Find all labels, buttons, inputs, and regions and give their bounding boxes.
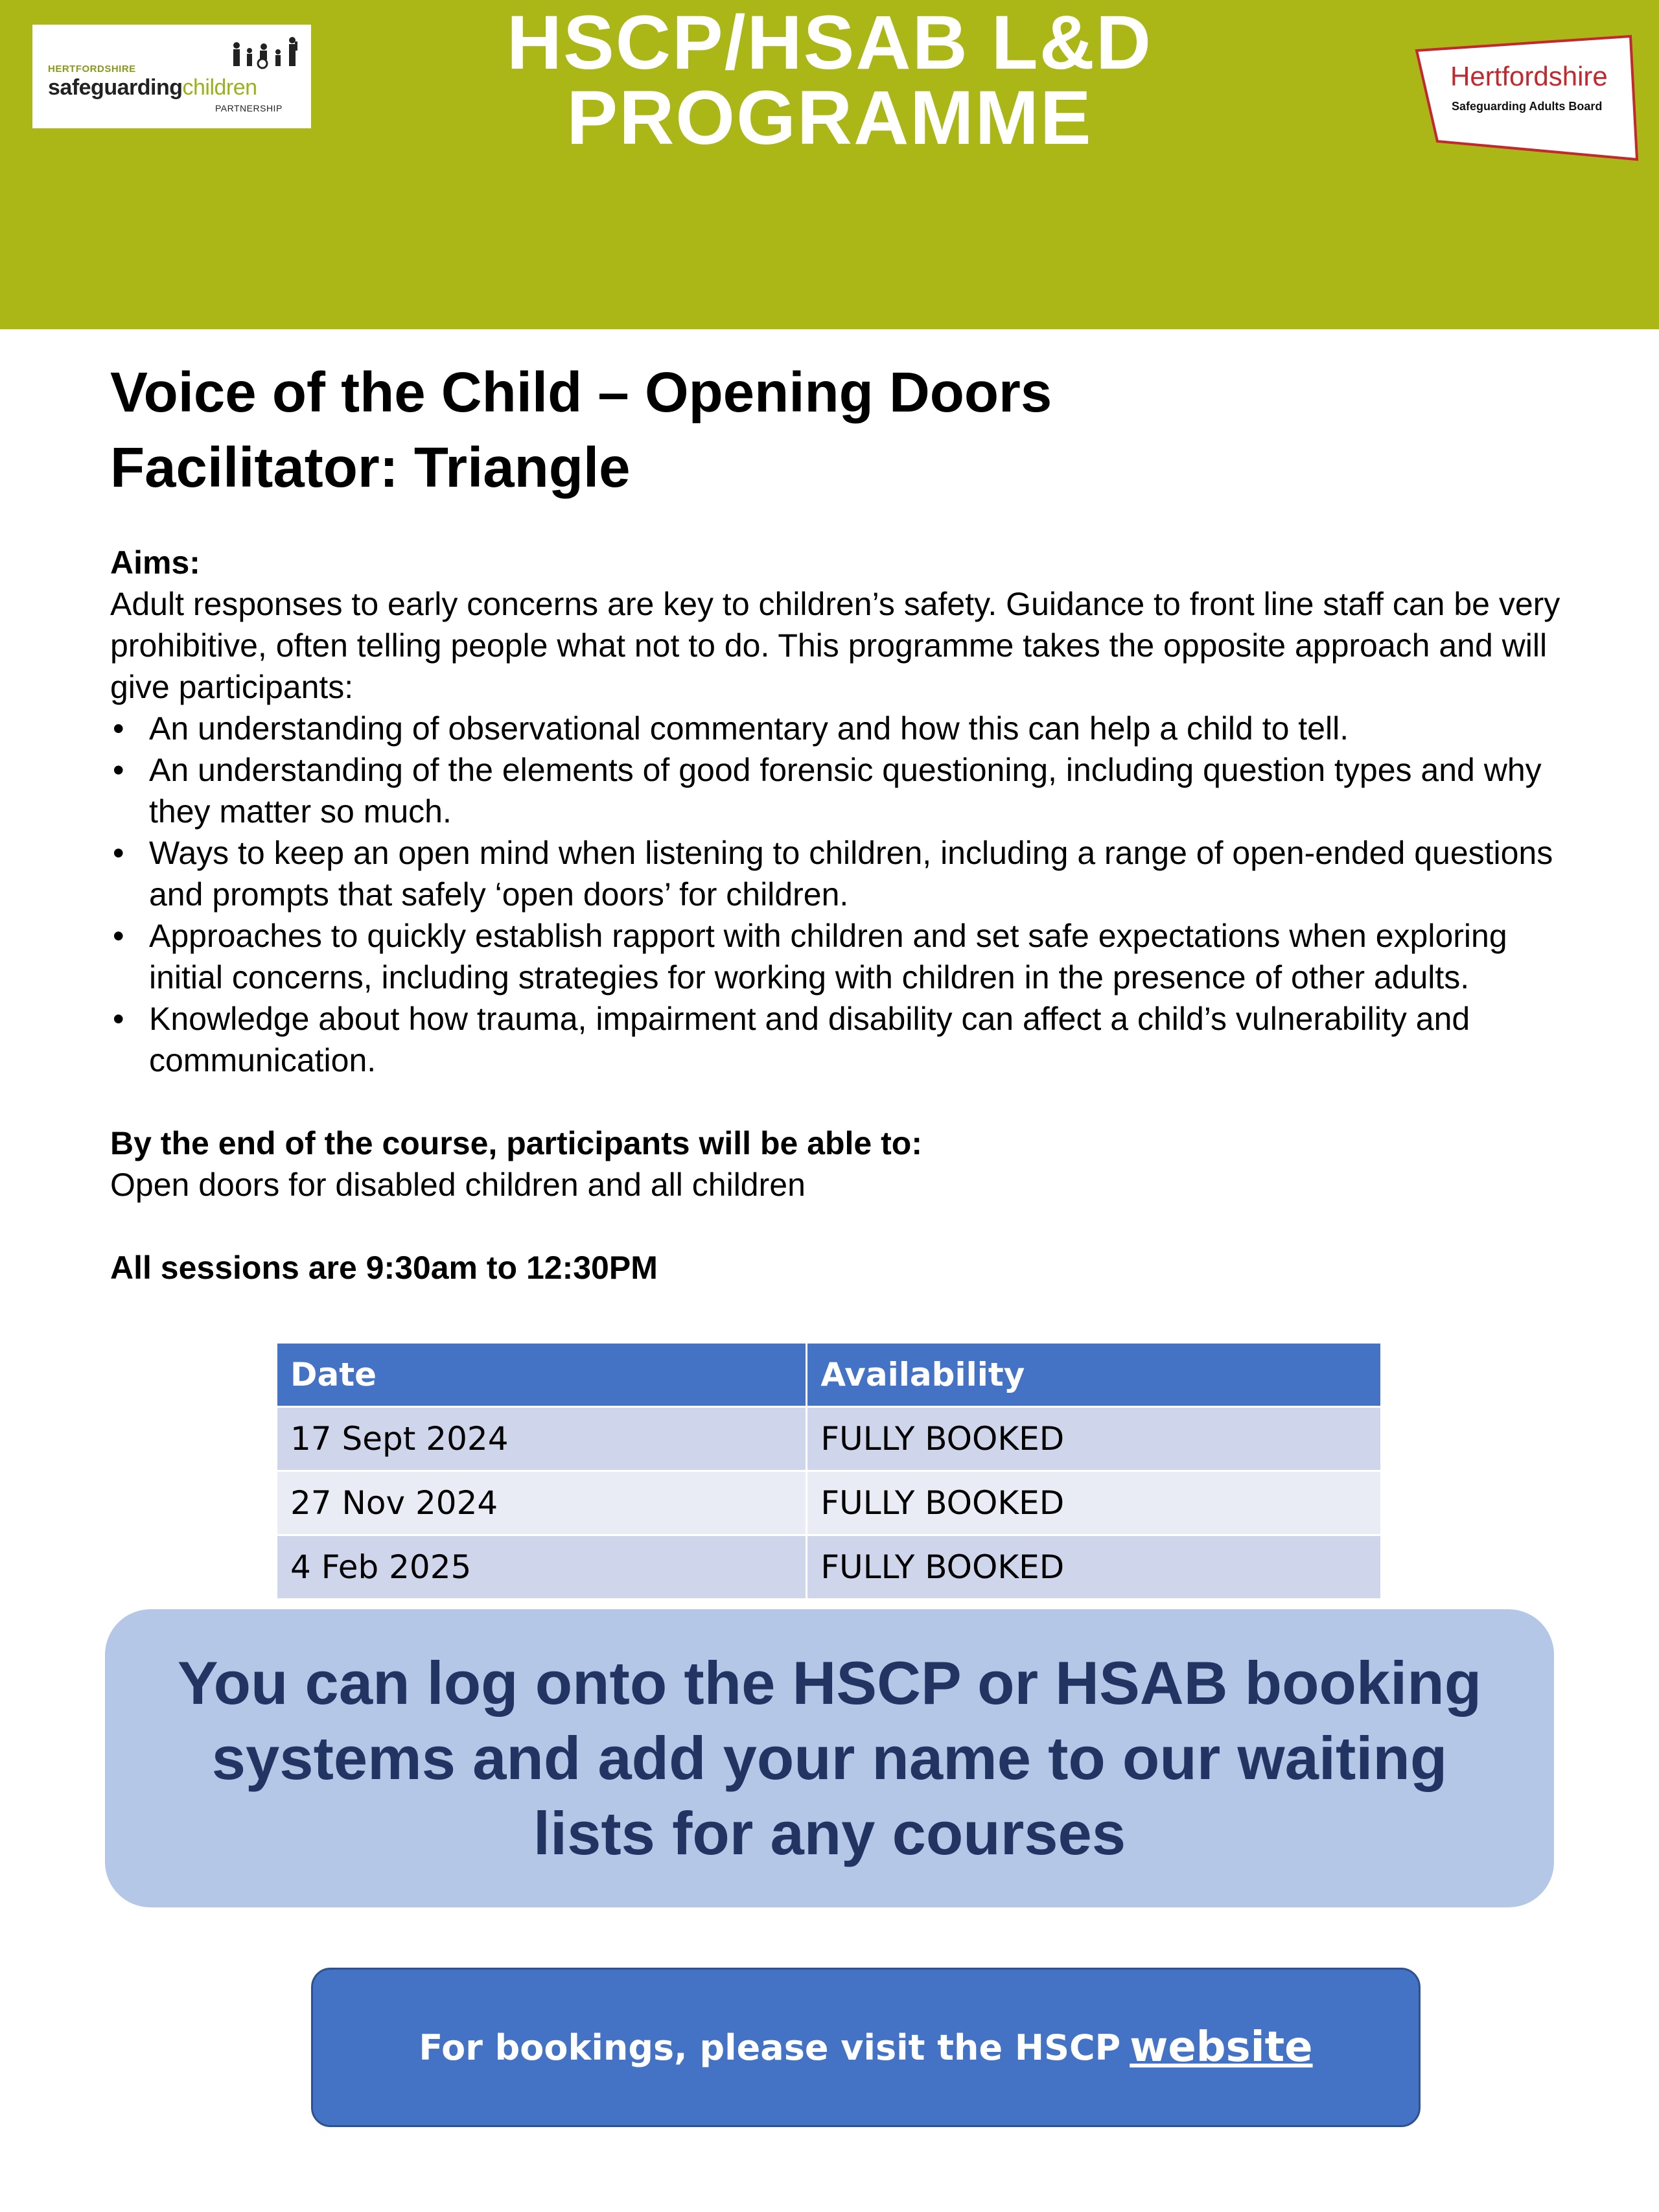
booking-banner <box>311 1968 1421 2127</box>
hscp-logo-wordmark: safeguardingchildren <box>48 75 257 100</box>
website-link[interactable]: website <box>1130 2023 1313 2071</box>
session-availability: FULLY BOOKED <box>807 1407 1382 1471</box>
callout-text: You can log onto the HSCP or HSAB booking systems and add your name to our waiting lists for any courses <box>177 1649 1482 1867</box>
hsab-logo-name: Hertfordshire <box>1450 61 1608 91</box>
column-header-date: Date <box>277 1343 807 1407</box>
aims-heading: Aims: <box>110 544 200 581</box>
table-header-row <box>277 1343 1382 1407</box>
course-description <box>110 542 1588 1288</box>
aims-list <box>110 708 1588 1081</box>
aims-intro: Adult responses to early concerns are key to children’s safety. Guidance to front line staff can be very prohibitive, often telling people what not to do. This programme takes the opposite approach and will give participants: <box>110 586 1560 705</box>
hsab-logo-frame-icon <box>1411 32 1638 162</box>
sessions-table <box>275 1342 1382 1600</box>
outcomes-text: Open doors for disabled children and all children <box>110 1167 806 1203</box>
session-date: 4 Feb 2025 <box>277 1535 807 1600</box>
list-item: • Knowledge about how trauma, impairment and disability can affect a child’s vulnerability and communication. <box>110 998 1588 1081</box>
session-date: 27 Nov 2024 <box>277 1471 807 1535</box>
waiting-list-callout <box>105 1609 1554 1907</box>
table-row <box>277 1535 1382 1600</box>
list-item: • An understanding of the elements of good forensic questioning, including question types and why they matter so much. <box>110 749 1588 832</box>
session-date: 17 Sept 2024 <box>277 1407 807 1471</box>
course-title: Voice of the Child – Opening Doors Facilitator: Triangle <box>110 361 1052 499</box>
programme-title: HSCP/HSAB L&D PROGRAMME <box>506 0 1153 161</box>
header-banner <box>0 0 1659 329</box>
table-row <box>277 1407 1382 1471</box>
column-header-availability: Availability <box>807 1343 1382 1407</box>
hsab-logo <box>1411 32 1638 162</box>
outcomes-heading: By the end of the course, participants will be able to: <box>110 1125 922 1161</box>
list-item: • Approaches to quickly establish rapport with children and set safe expectations when exploring initial concerns, including strategies for working with children in the presence of other adults. <box>110 915 1588 998</box>
hscp-logo-county: HERTFORDSHIRE <box>48 64 136 75</box>
session-availability: FULLY BOOKED <box>807 1471 1382 1535</box>
hsab-logo-sub: Safeguarding Adults Board <box>1452 100 1603 113</box>
table-row <box>277 1471 1382 1535</box>
hscp-logo-partnership: PARTNERSHIP <box>215 103 283 113</box>
list-item: • An understanding of observational commentary and how this can help a child to tell. <box>110 708 1588 749</box>
sessions-note: All sessions are 9:30am to 12:30PM <box>110 1250 658 1286</box>
session-availability: FULLY BOOKED <box>807 1535 1382 1600</box>
booking-text: For bookings, please visit the HSCP <box>419 2027 1121 2068</box>
list-item: • Ways to keep an open mind when listening to children, including a range of open-ended questions and prompts that safely ‘open doors’ for children. <box>110 832 1588 915</box>
